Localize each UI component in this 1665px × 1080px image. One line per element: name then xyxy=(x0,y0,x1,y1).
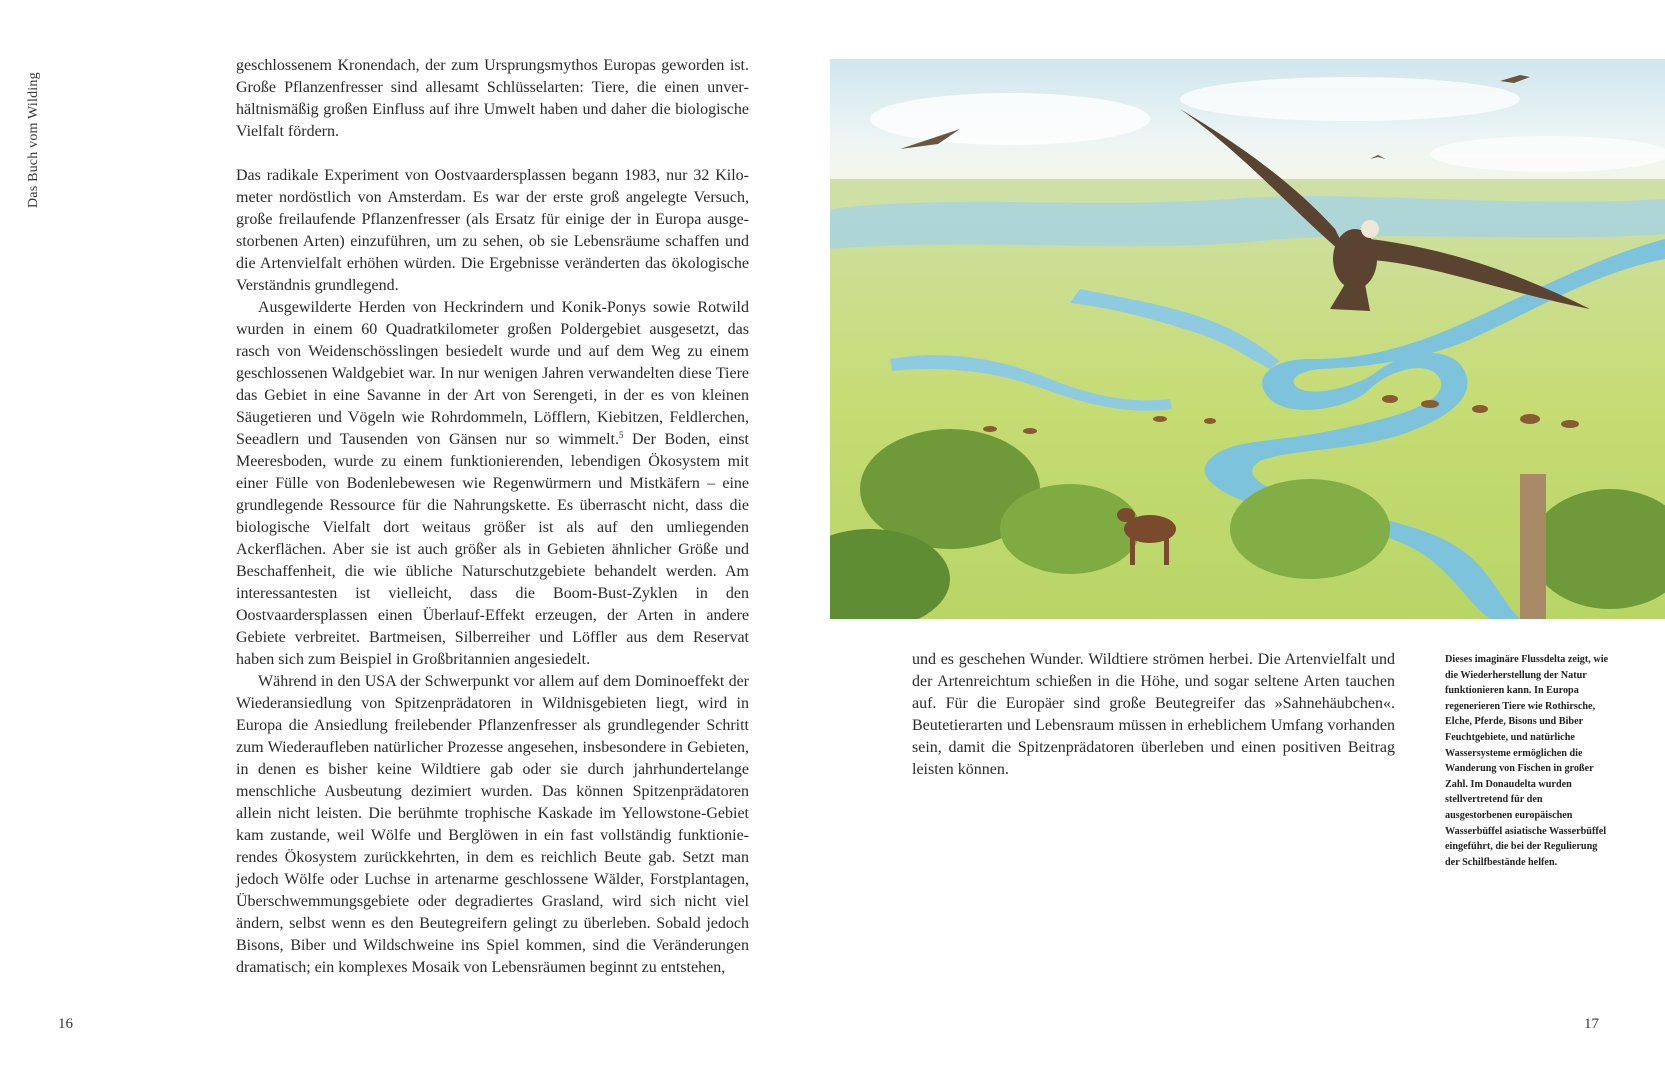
page-number-right: 17 xyxy=(1584,1016,1599,1032)
illustration-svg xyxy=(830,59,1665,619)
left-text-column xyxy=(236,55,749,979)
running-head-text: Das Buch vom Wilding xyxy=(26,72,41,208)
right-text-column xyxy=(912,649,1395,781)
paragraph: und es geschehen Wunder. Wildtiere strömen herbei. Die Artenvielfalt und der Artenreichtum schießen in die Höhe, und sogar seltene Arten tauchen auf. Für die Europäer sind große Beutegreifer das »Sahnehäubchen«. Beutetierarten und Lebensraum müssen in erheblichem Umfang vorhanden sein, damit die Spitzenprädatoren überleben und einen positiven Beitrag leisten können. xyxy=(912,651,1395,778)
paragraph: Das radikale Experiment von Oostvaardersplassen begann 1983, nur 32 Kilometer nordöstlich von Amsterdam. Es war der erste groß angelegte Versuch, große freilaufende Pflanzenfresser (als Ersatz für einige der in Europa ausgestorbenen Arten) einzuführen, um zu sehen, ob sie Lebensräume schaffen und die Artenvielfalt erhöhen würden. Die Ergebnisse veränderten das ökologische Verständnis grundlegend. xyxy=(236,167,749,294)
footnote-reference[interactable]: 5 xyxy=(618,430,624,440)
river-delta-illustration xyxy=(830,59,1665,619)
illustration-caption: Dieses imaginäre Flussdelta zeigt, wie die Wiederherstellung der Natur funktionieren kann. In Europa regenerieren Tiere wie Rothirsche, Elche, Pferde, Bisons und Biber Feuchtgebiete, und natürliche Wassersysteme ermöglichen die Wanderung von Fischen in großer Zahl. Im Donaudelta wurden stellvertretend für den ausgestorbenen europäischen Wasserbüffel asiatische Wasserbüffel eingeführt, die bei der Regulierung der Schilfbestände helfen. xyxy=(1445,654,1609,868)
paragraph-tail: Der xyxy=(632,431,656,448)
cloud xyxy=(1180,77,1520,121)
page-number-left: 16 xyxy=(58,1016,73,1032)
tree-stump xyxy=(1520,474,1546,619)
paragraph-text: Ausgewilderte Herden von Heckrindern und Konik-Ponys sowie Rotwild wurden in einem 60 Quadratkilometer großen Poldergebiet ausgesetzt, das rasch von Weidenschösslingen besiedelt wurde und auf dem Weg zu einem geschlossenen Waldgebiet war. In nur wenigen Jahren verwandelten diese Tiere das Gebiet in eine Savanne in der Art von Serengeti, in der es von kleinen Säugetieren und Vögeln wie Rohrdommeln, Löfflern, Kiebitzen, Feldlerchen, Seeadlern und Tausenden von Gänsen nur so wimmelt. xyxy=(236,299,749,448)
paragraph-continued: Boden, einst Meeresboden, wurde zu einem funktionierenden, lebendigen Ökosystem mit einer Fülle von Bodenlebewesen wie Regenwürmern und Mistkäfern – eine grundlegende Ressource für die Nahrungskette. Es überrascht nicht, dass die biologische Vielfalt dort weitaus größer ist als auf den umliegenden Ackerflächen. Aber sie ist auch größer als in Gebieten ähnlicher Größe und Beschaffenheit, die wie übliche Naturschutzgebiete behandelt werden. Am interessantesten ist vielleicht, dass die Boom-Bust-Zyklen in den Oostvaardersplassen einen Überlauf-Effekt erzeugen, der Arten in andere Gebiete verbreitet. Bartmeisen, Silberreiher und Löffler aus dem Reservat haben sich zum Beispiel in Großbritannien angesiedelt. xyxy=(236,431,750,668)
running-head xyxy=(20,60,50,220)
cloud xyxy=(1430,136,1665,172)
paragraph: geschlossenem Kronendach, der zum Ursprungsmythos Europas geworden ist. Große Pflanzenfresser sind allesamt Schlüsselarten: Tiere, die einen unverhältnismäßig großen Einfluss auf ihre Umwelt haben und daher die biologische Vielfalt fördern. xyxy=(236,57,749,140)
cloud xyxy=(870,93,1150,145)
paragraph: Während in den USA der Schwerpunkt vor allem auf dem Dominoeffekt der Wiederansiedlung von Spitzenprädatoren in Wildnisgebieten liegt, wird in Europa die Ansiedlung freilebender Pflanzenfresser als grundlegender Schritt zum Wiederaufleben natürlicher Prozesse angesehen, insbesondere in Gebieten, in denen es bisher keine Wildtiere gab oder sie durch jahrhundertelange menschliche Ausbeutung dezimiert wurden. Das können Spitzenprädatoren allein nicht leisten. Die berühmte trophische Kaskade im Yellowstone-Gebiet kam zustande, weil Wölfe und Berglöwen in ein fast vollständig funktionierendes Ökosystem zurückkehrten, in dem es reichlich Beute gab. Setzt man jedoch Wölfe oder Luchse in artenarme geschlossene Wälder, Forstplantagen, Überschwemmungsgebiete oder degradiertes Grasland, wird sich nicht viel ändern, selbst wenn es den Beutegreifern gelingt zu überleben. Sobald jedoch Bisons, Biber und Wildschweine ins Spiel kommen, sind die Veränderungen dramatisch; ein komplexes Mosaik von Lebensräumen beginnt zu entstehen, xyxy=(236,673,749,976)
paragraph xyxy=(236,297,749,671)
